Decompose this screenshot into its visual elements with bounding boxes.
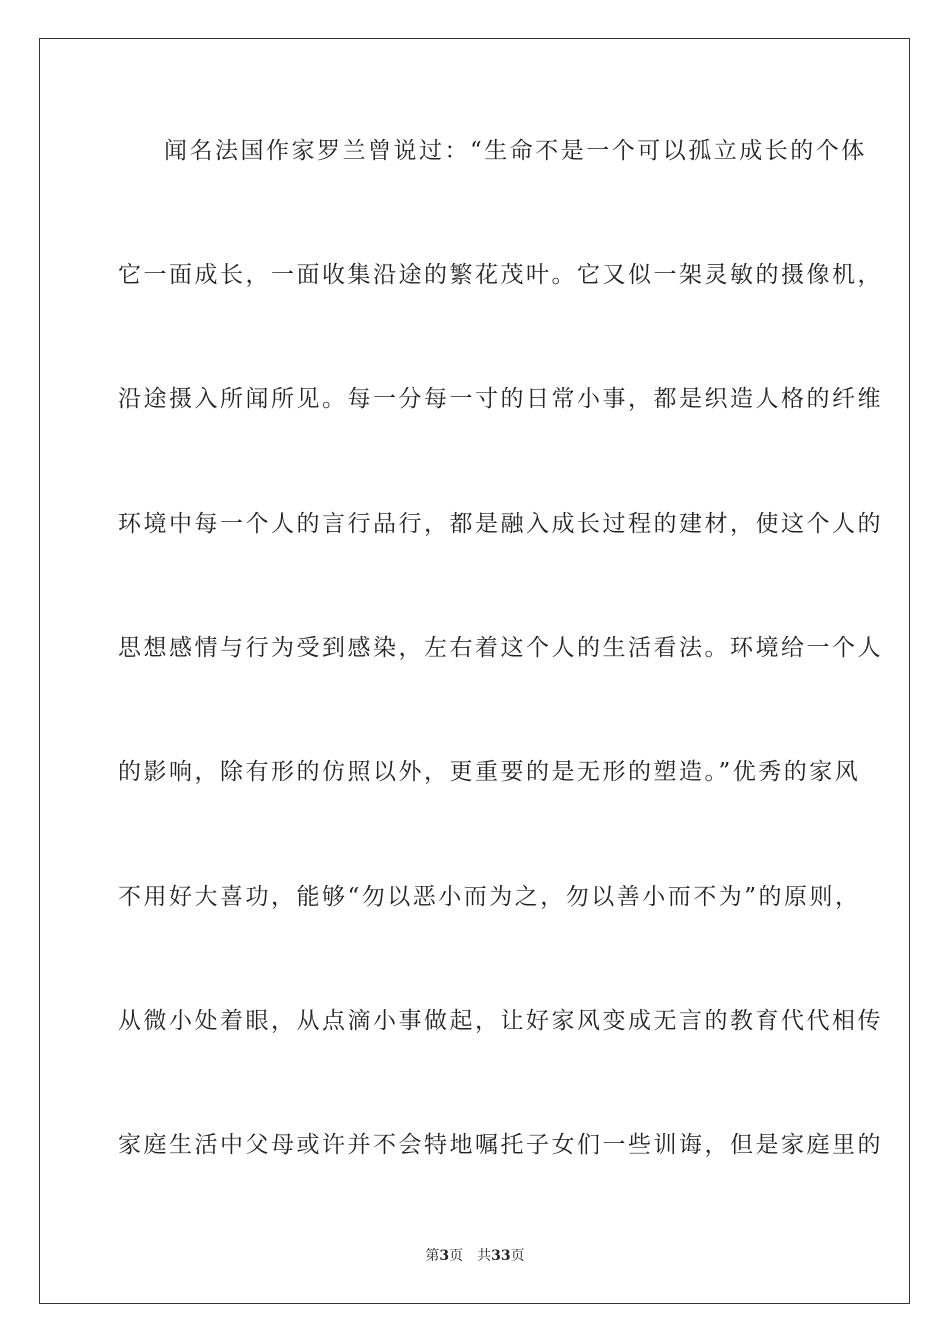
total-pages: 33 [491,1248,511,1264]
paragraph-line-8: 从微小处着眼，从点滴小事做起，让好家风变成无言的教育代代相传 [118,1008,883,1034]
page-border [39,38,910,1304]
paragraph-line-9: 家庭生活中父母或许并不会特地嘱托子女们一些训诲，但是家庭里的 [118,1132,883,1158]
paragraph-line-1: 闻名法国作家罗兰曾说过：“生命不是一个可以孤立成长的个体 [164,138,867,164]
paragraph-line-7: 不用好大喜功，能够“勿以恶小而为之，勿以善小而不为”的原则， [118,884,861,910]
paragraph-line-5: 思想感情与行为受到感染，左右着这个人的生活看法。环境给一个人 [118,635,883,661]
paragraph-line-4: 环境中每一个人的言行品行，都是融入成长过程的建材，使这个人的 [118,511,883,537]
paragraph-line-2: 它一面成长，一面收集沿途的繁花茂叶。它又似一架灵敏的摄像机， [118,262,883,288]
total-suffix: 页 [510,1248,525,1264]
page-suffix: 页 [449,1248,464,1264]
page-footer [0,1247,950,1265]
paragraph-line-6: 的影响，除有形的仿照以外，更重要的是无形的塑造。”优秀的家风 [118,759,861,785]
paragraph-line-3: 沿途摄入所闻所见。每一分每一寸的日常小事，都是织造人格的纤维 [118,386,883,412]
page-prefix: 第 [425,1248,440,1264]
page-number: 3 [439,1248,450,1264]
total-prefix: 共 [477,1248,492,1264]
